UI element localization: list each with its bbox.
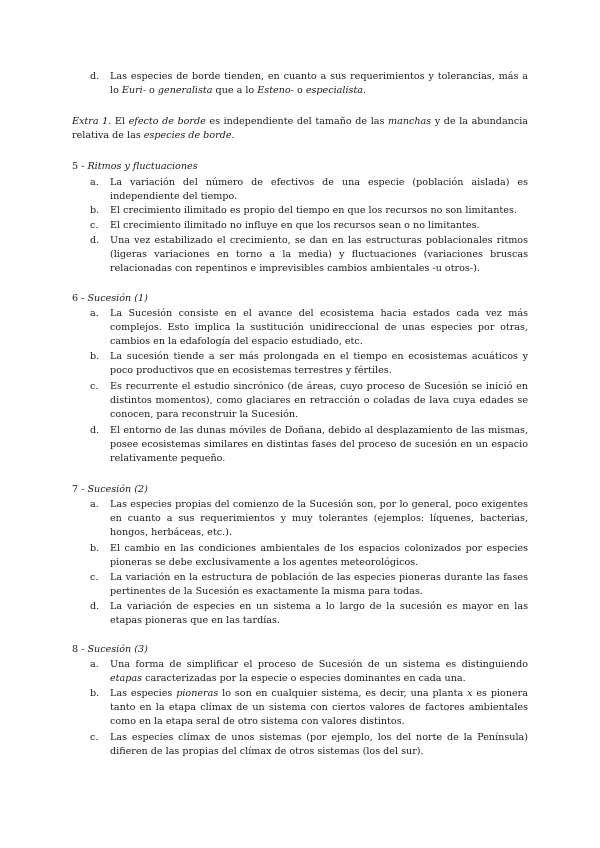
item-text: Las especies de borde tienden, en cuanto a sus requerimientos y tolerancias, más a lo Euri- o generalista que a lo Esteno- o especialista. — [110, 71, 528, 97]
list-item: b. La sucesión tiende a ser más prolongada en el tiempo en ecosistemas acuáticos y poco productivos que en ecosistemas terrestres y fértiles. — [90, 351, 528, 377]
section-heading: 8 - Sucesión (3) — [72, 644, 148, 655]
list-item: d. El entorno de las dunas móviles de Doñana, debido al desplazamiento de las mismas, posee ecosistemas similares en distintas fases del proceso de sucesión en un espacio relativamente pequeño. — [90, 425, 528, 465]
item-label: d. — [90, 71, 100, 82]
list-item: c. Las especies clímax de unos sistemas (por ejemplo, los del norte de la Península) difieren de las propias del clímax de otros sistemas (los del sur). — [90, 732, 528, 758]
list-item: d. Una vez estabilizado el crecimiento, se dan en las estructuras poblacionales ritmos (ligeras variaciones en torno a la media) y fluctuaciones (variaciones bruscas relacionadas con repentinos e imprevisibles cambios ambientales -u otros-). — [90, 235, 528, 275]
list-item: a. La Sucesión consiste en el avance del ecosistema hacia estados cada vez más complejos. Esto implica la sustitución unidireccional de unas especies por otras, cambios en la edafología del espacio estudiado, etc. — [90, 308, 528, 348]
section-heading: 6 - Sucesión (1) — [72, 293, 148, 304]
list-item: a. Las especies propias del comienzo de la Sucesión son, por lo general, poco exigentes en cuanto a sus requerimientos y muy tolerantes (ejemplos: líquenes, bacterias, hongos, herbáceas, etc.). — [90, 499, 528, 539]
list-item — [90, 70, 528, 98]
section-heading: 7 - Sucesión (2) — [72, 484, 148, 495]
list-item: c. La variación en la estructura de población de las especies pioneras durante las fases pertinentes de la Sucesión es exactamente la misma para todas. — [90, 572, 528, 598]
list-item: d. La variación de especies en un sistema a lo largo de la sucesión es mayor en las etapas pioneras que en las tardías. — [90, 601, 528, 627]
list-item: a. Una forma de simplificar el proceso de Sucesión de un sistema es distinguiendo etapas caracterizadas por la especie o especies dominantes en cada una. — [90, 659, 528, 685]
list-item: a. La variación del número de efectivos de una especie (población aislada) es independiente del tiempo. — [90, 177, 528, 203]
section-heading: 5 - Ritmos y fluctuaciones — [72, 161, 198, 172]
list-item: c. Es recurrente el estudio sincrónico (de áreas, cuyo proceso de Sucesión se inició en distintos momentos), como glaciares en retracción o coladas de lava cuya edades se conocen, para reconstruir la Sucesión. — [90, 381, 528, 421]
list-item: b. El cambio en las condiciones ambientales de los espacios colonizados por especies pioneras se debe exclusivamente a los agentes meteorológicos. — [90, 543, 528, 569]
extra-note: Extra 1. El efecto de borde es independiente del tamaño de las manchas y de la abundancia relativa de las especies de borde. — [72, 116, 529, 142]
list-item: c. El crecimiento ilimitado no influye en que los recursos sean o no limitantes. — [90, 220, 480, 231]
list-item: b. Las especies pioneras lo son en cualquier sistema, es decir, una planta x es pionera tanto en la etapa clímax de un sistema con ciertos valores de factores ambientales como en la etapa seral de otro sistema con valores distintos. — [90, 688, 528, 728]
list-item: b. El crecimiento ilimitado es propio del tiempo en que los recursos no son limitantes. — [90, 205, 517, 216]
